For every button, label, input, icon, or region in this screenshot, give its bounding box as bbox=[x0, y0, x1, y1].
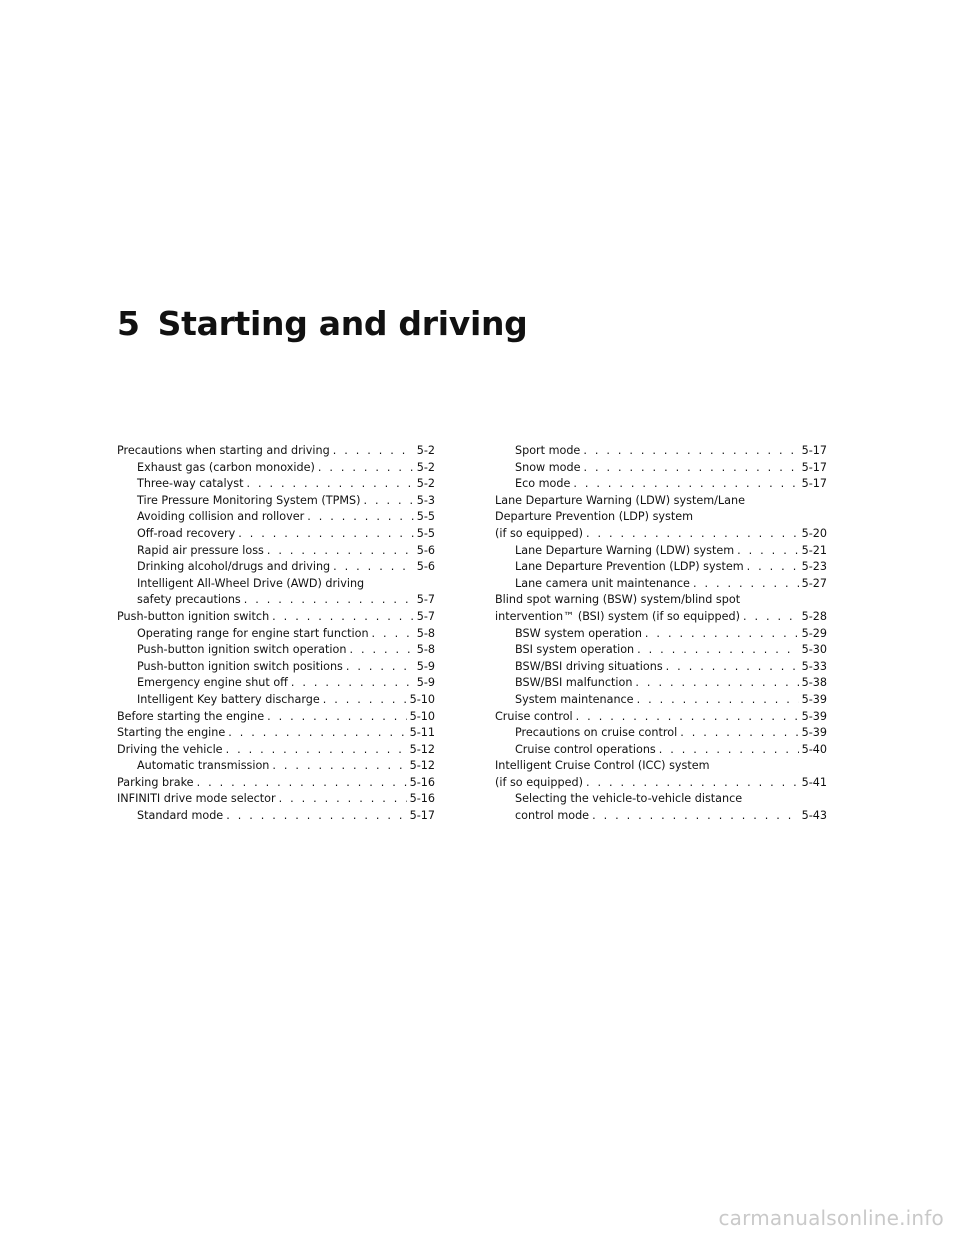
toc-entry-page: 5-12 bbox=[409, 742, 435, 756]
toc-entry-title: Cruise control bbox=[495, 709, 573, 723]
toc-entry[interactable] bbox=[117, 709, 435, 726]
toc-entry[interactable] bbox=[117, 692, 435, 709]
toc-entry-page: 5-17 bbox=[801, 477, 827, 491]
toc-entry-title: Emergency engine shut off bbox=[137, 676, 288, 690]
toc-entry[interactable] bbox=[495, 725, 827, 742]
dot-leader bbox=[244, 592, 414, 609]
toc-entry-title: Rapid air pressure loss bbox=[137, 543, 264, 557]
toc-entry-page: 5-2 bbox=[416, 444, 435, 457]
toc-entry-page: 5-29 bbox=[801, 626, 827, 640]
dot-leader bbox=[583, 460, 798, 477]
toc-entry[interactable] bbox=[117, 742, 435, 759]
toc-entry-title: Before starting the engine bbox=[117, 709, 265, 723]
toc-entry[interactable] bbox=[117, 493, 435, 510]
toc-entry[interactable] bbox=[495, 659, 827, 676]
dot-leader bbox=[272, 609, 414, 626]
toc-entry[interactable] bbox=[495, 709, 827, 726]
toc-entry-page: 5-16 bbox=[409, 775, 435, 789]
toc-entry-title: (if so equipped) bbox=[495, 775, 583, 789]
toc-entry[interactable] bbox=[495, 692, 827, 709]
toc-entry-title: intervention™ (BSI) system (if so equipped) bbox=[495, 609, 740, 623]
toc-entry-page: 5-21 bbox=[801, 543, 827, 557]
toc-entry[interactable] bbox=[495, 675, 827, 692]
dot-leader bbox=[586, 526, 799, 543]
toc-entry-page: 5-8 bbox=[416, 626, 435, 640]
toc-entry-page: 5-17 bbox=[801, 444, 827, 457]
dot-leader bbox=[228, 725, 406, 742]
dot-leader bbox=[576, 709, 799, 726]
toc-entry-title: Automatic transmission bbox=[137, 759, 270, 773]
toc-entry-title: BSW/BSI driving situations bbox=[515, 659, 663, 673]
dot-leader bbox=[586, 775, 799, 792]
dot-leader bbox=[197, 775, 407, 792]
toc-entry[interactable] bbox=[117, 725, 435, 742]
dot-leader bbox=[318, 460, 414, 477]
toc-entry[interactable] bbox=[495, 443, 827, 460]
toc-entry-title: Precautions when starting and driving bbox=[117, 444, 330, 457]
dot-leader bbox=[267, 543, 414, 560]
toc-entry-page: 5-43 bbox=[801, 809, 827, 823]
toc-entry-page: 5-11 bbox=[409, 726, 435, 740]
toc-entry-title: Push-button ignition switch positions bbox=[137, 659, 343, 673]
dot-leader bbox=[592, 808, 799, 825]
toc-entry[interactable] bbox=[117, 443, 435, 460]
toc-entry-title-line: Lane Departure Warning (LDW) system/Lane bbox=[495, 493, 745, 507]
toc-entry-title: Lane camera unit maintenance bbox=[515, 576, 690, 590]
toc-entry[interactable] bbox=[117, 609, 435, 626]
toc-entry[interactable] bbox=[117, 808, 435, 825]
dot-leader bbox=[693, 576, 799, 593]
toc-entry-page: 5-40 bbox=[801, 742, 827, 756]
toc-right-column bbox=[495, 443, 827, 825]
toc-entry-title: Sport mode bbox=[515, 444, 581, 457]
toc-entry[interactable] bbox=[117, 476, 435, 493]
toc-entry[interactable] bbox=[117, 460, 435, 477]
toc-entry-title: Tire Pressure Monitoring System (TPMS) bbox=[137, 493, 361, 507]
dot-leader bbox=[583, 443, 798, 460]
toc-entry-page: 5-39 bbox=[801, 726, 827, 740]
dot-leader bbox=[226, 808, 406, 825]
toc-entry-page: 5-9 bbox=[416, 659, 435, 673]
toc-entry-page: 5-38 bbox=[801, 676, 827, 690]
dot-leader bbox=[747, 559, 799, 576]
dot-leader bbox=[372, 626, 414, 643]
dot-leader bbox=[680, 725, 798, 742]
dot-leader bbox=[346, 659, 414, 676]
dot-leader bbox=[743, 609, 799, 626]
dot-leader bbox=[637, 692, 799, 709]
toc-entry-title-line: Blind spot warning (BSW) system/blind spot bbox=[495, 593, 741, 607]
toc-entry-title: BSI system operation bbox=[515, 643, 635, 657]
dot-leader bbox=[635, 675, 798, 692]
toc-entry[interactable] bbox=[495, 559, 827, 576]
chapter-title-text: Starting and driving bbox=[157, 304, 528, 343]
toc-entry-title-line: Intelligent All-Wheel Drive (AWD) driving bbox=[137, 576, 365, 590]
toc-entry[interactable] bbox=[117, 675, 435, 692]
dot-leader bbox=[349, 642, 413, 659]
toc-entry-title: BSW/BSI malfunction bbox=[515, 676, 633, 690]
toc-entry[interactable] bbox=[495, 476, 827, 493]
toc-entry-page: 5-20 bbox=[801, 526, 827, 540]
dot-leader bbox=[363, 493, 413, 510]
toc-entry[interactable] bbox=[117, 775, 435, 792]
toc-entry-page: 5-30 bbox=[801, 643, 827, 657]
toc-entry[interactable] bbox=[495, 791, 827, 824]
toc-entry-title: Driving the vehicle bbox=[117, 742, 223, 756]
toc-entry-page: 5-39 bbox=[801, 709, 827, 723]
toc-entry-page: 5-17 bbox=[409, 809, 435, 823]
toc-entry-title: Standard mode bbox=[137, 809, 224, 823]
toc-entry-page: 5-8 bbox=[416, 643, 435, 657]
toc-entry[interactable] bbox=[495, 592, 827, 625]
toc-entry-page: 5-10 bbox=[409, 709, 435, 723]
toc-entry[interactable] bbox=[495, 626, 827, 643]
chapter-title bbox=[117, 304, 527, 343]
dot-leader bbox=[291, 675, 414, 692]
toc-entry[interactable] bbox=[117, 543, 435, 560]
toc-entry-page: 5-5 bbox=[416, 510, 435, 524]
toc-entry-page: 5-5 bbox=[416, 526, 435, 540]
dot-leader bbox=[637, 642, 798, 659]
toc-entry-page: 5-7 bbox=[416, 609, 435, 623]
toc-entry[interactable] bbox=[117, 509, 435, 526]
toc-entry[interactable] bbox=[117, 526, 435, 543]
toc-entry-title: Cruise control operations bbox=[515, 742, 656, 756]
toc-entry-page: 5-9 bbox=[416, 676, 435, 690]
toc-entry[interactable] bbox=[117, 791, 435, 808]
toc-entry-page: 5-41 bbox=[801, 775, 827, 789]
toc-entry-title-line: Selecting the vehicle-to-vehicle distance bbox=[515, 792, 743, 806]
dot-leader bbox=[737, 543, 798, 560]
toc-entry-page: 5-2 bbox=[416, 460, 435, 474]
footer-watermark: carmanualsonline.info bbox=[718, 1206, 944, 1230]
toc-left-column bbox=[117, 443, 435, 825]
toc-entry-page: 5-16 bbox=[409, 792, 435, 806]
dot-leader bbox=[666, 659, 799, 676]
toc-entry-page: 5-28 bbox=[801, 609, 827, 623]
toc-entry-title: Avoiding collision and rollover bbox=[137, 510, 305, 524]
toc-entry-page: 5-6 bbox=[416, 560, 435, 574]
toc-entry-page: 5-10 bbox=[409, 692, 435, 706]
toc-entry-title: Parking brake bbox=[117, 775, 194, 789]
toc-entry-title: Eco mode bbox=[515, 477, 571, 491]
dot-leader bbox=[307, 509, 413, 526]
toc-entry-page: 5-17 bbox=[801, 460, 827, 474]
toc-entry[interactable] bbox=[117, 659, 435, 676]
dot-leader bbox=[333, 559, 414, 576]
toc-entry-title: control mode bbox=[515, 809, 590, 823]
toc-entry-title: INFINITI drive mode selector bbox=[117, 792, 276, 806]
dot-leader bbox=[226, 742, 407, 759]
toc-entry-title: Off-road recovery bbox=[137, 526, 236, 540]
dot-leader bbox=[246, 476, 413, 493]
dot-leader bbox=[238, 526, 414, 543]
toc-entry-title: (if so equipped) bbox=[495, 526, 583, 540]
toc-entry[interactable] bbox=[495, 758, 827, 791]
toc-entry-title: Lane Departure Prevention (LDP) system bbox=[515, 560, 744, 574]
toc-entry[interactable] bbox=[117, 758, 435, 775]
toc-entry-page: 5-2 bbox=[416, 477, 435, 491]
dot-leader bbox=[573, 476, 798, 493]
dot-leader bbox=[645, 626, 799, 643]
dot-leader bbox=[323, 692, 407, 709]
toc-entry-page: 5-12 bbox=[409, 759, 435, 773]
dot-leader bbox=[272, 758, 406, 775]
toc-entry[interactable] bbox=[117, 642, 435, 659]
toc-entry-title-line: Intelligent Cruise Control (ICC) system bbox=[495, 759, 710, 773]
toc-entry-title: Intelligent Key battery discharge bbox=[137, 692, 320, 706]
toc-entry[interactable] bbox=[495, 460, 827, 477]
toc-entry[interactable] bbox=[495, 576, 827, 593]
toc-entry-title: System maintenance bbox=[515, 692, 634, 706]
dot-leader bbox=[279, 791, 407, 808]
toc-entry-title: Snow mode bbox=[515, 460, 581, 474]
toc-entry-title-line: Departure Prevention (LDP) system bbox=[495, 510, 694, 524]
toc-entry[interactable] bbox=[495, 642, 827, 659]
chapter-number: 5 bbox=[117, 304, 140, 343]
dot-leader bbox=[333, 443, 414, 460]
toc-entry-title: BSW system operation bbox=[515, 626, 642, 640]
toc-entry-page: 5-23 bbox=[801, 560, 827, 574]
toc-entry-title: Three-way catalyst bbox=[137, 477, 244, 491]
toc-entry-title: Starting the engine bbox=[117, 726, 226, 740]
toc-entry[interactable] bbox=[117, 576, 435, 609]
toc-entry-title: safety precautions bbox=[137, 593, 241, 607]
toc-entry-title: Exhaust gas (carbon monoxide) bbox=[137, 460, 315, 474]
dot-leader bbox=[659, 742, 799, 759]
toc-entry-page: 5-33 bbox=[801, 659, 827, 673]
toc-entry[interactable] bbox=[495, 493, 827, 543]
toc-entry-page: 5-39 bbox=[801, 692, 827, 706]
toc-entry-title: Push-button ignition switch bbox=[117, 609, 270, 623]
toc-entry-title: Lane Departure Warning (LDW) system bbox=[515, 543, 735, 557]
toc-entry-page: 5-6 bbox=[416, 543, 435, 557]
toc-entry-title: Push-button ignition switch operation bbox=[137, 643, 347, 657]
toc-entry[interactable] bbox=[495, 742, 827, 759]
toc-entry[interactable] bbox=[117, 559, 435, 576]
toc-entry-title: Operating range for engine start function bbox=[137, 626, 369, 640]
toc-entry[interactable] bbox=[117, 626, 435, 643]
toc-entry-title: Precautions on cruise control bbox=[515, 726, 678, 740]
dot-leader bbox=[267, 709, 406, 726]
toc-entry-title: Drinking alcohol/drugs and driving bbox=[137, 560, 331, 574]
toc-entry-page: 5-7 bbox=[416, 593, 435, 607]
toc-entry[interactable] bbox=[495, 543, 827, 560]
toc-entry-page: 5-27 bbox=[801, 576, 827, 590]
toc-entry-page: 5-3 bbox=[416, 493, 435, 507]
